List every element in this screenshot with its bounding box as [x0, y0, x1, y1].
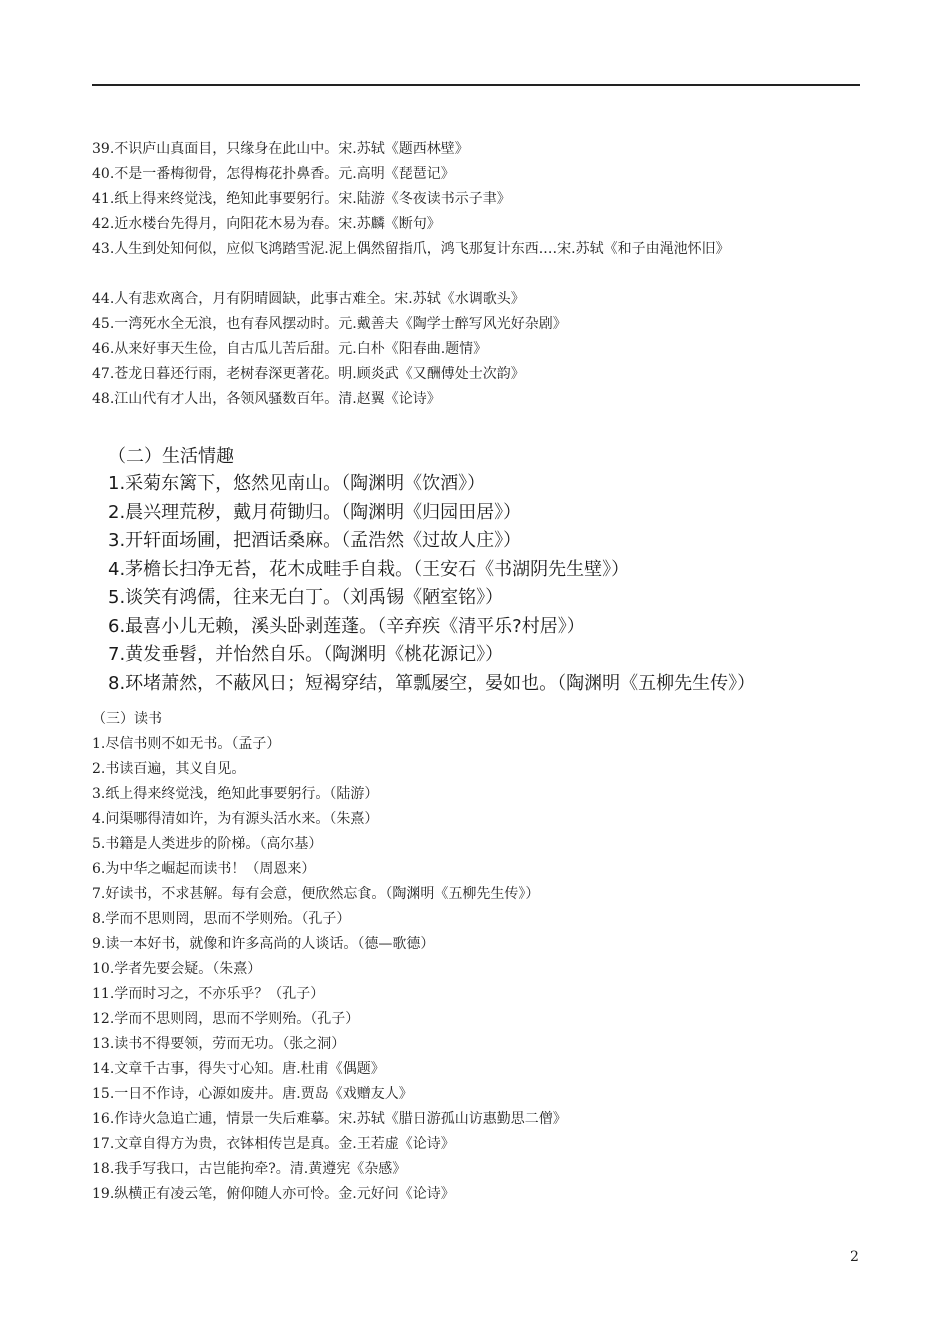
- list-item: 41.纸上得来终觉浅，绝知此事要躬行。宋.陆游《冬夜读书示子聿》: [92, 191, 511, 207]
- list-item: 19.纵横正有凌云笔，俯仰随人亦可怜。金.元好问《论诗》: [92, 1186, 455, 1202]
- list-item: 10.学者先要会疑。（朱熹）: [92, 961, 262, 977]
- list-item: 5.谈笑有鸿儒，往来无白丁。（刘禹锡《陋室铭》）: [108, 587, 504, 608]
- list-item: 46.从来好事天生俭，自古瓜儿苦后甜。元.白朴《阳春曲.题情》: [92, 341, 488, 357]
- list-item: 40.不是一番梅彻骨，怎得梅花扑鼻香。元.高明《琵琶记》: [92, 166, 455, 182]
- list-item: 5.书籍是人类进步的阶梯。（高尔基）: [92, 836, 323, 852]
- quote-list-part1: [92, 137, 730, 262]
- list-item: 39.不识庐山真面目，只缘身在此山中。宋.苏轼《题西林壁》: [92, 141, 469, 157]
- list-item: 2.书读百遍，其义自见。: [92, 761, 246, 777]
- list-item: 3.开轩面场圃，把酒话桑麻。（孟浩然《过故人庄》）: [108, 530, 522, 551]
- list-item: 1.采菊东篱下，悠然见南山。（陶渊明《饮酒》）: [108, 473, 486, 494]
- list-item: 8.学而不思则罔，思而不学则殆。（孔子）: [92, 911, 351, 927]
- list-item: 42.近水楼台先得月，向阳花木易为春。宋.苏麟《断句》: [92, 216, 441, 232]
- list-item: 6.最喜小儿无赖，溪头卧剥莲蓬。（辛弃疾《清平乐?村居》）: [108, 615, 585, 637]
- list-item: 44.人有悲欢离合，月有阴晴圆缺，此事古难全。宋.苏轼《水调歌头》: [92, 291, 525, 307]
- list-item: 6.为中华之崛起而读书！（周恩来）: [92, 861, 316, 877]
- list-item: 7.黄发垂髫，并怡然自乐。（陶渊明《桃花源记》）: [108, 644, 504, 665]
- list-item: 15.一日不作诗，心源如废井。唐.贾岛《戏赠友人》: [92, 1086, 413, 1102]
- list-item: 16.作诗火急追亡逋，情景一失后难摹。宋.苏轼《腊日游孤山访惠勤思二僧》: [92, 1111, 567, 1127]
- list-item: 4.茅檐长扫净无苔，花木成畦手自栽。（王安石《书湖阴先生壁》）: [108, 558, 630, 580]
- section-heading: （二）生活情趣: [108, 446, 234, 467]
- list-item: 13.读书不得要领，劳而无功。（张之洞）: [92, 1036, 346, 1052]
- list-item: 45.一湾死水全无浪，也有春风摆动时。元.戴善夫《陶学士醉写风光好杂剧》: [92, 316, 567, 332]
- reading-section: [92, 707, 567, 1207]
- list-item: 4.问渠哪得清如许，为有源头活水来。（朱熹）: [92, 811, 379, 827]
- header-rule: [92, 84, 860, 86]
- list-item: 47.苍龙日暮还行雨，老树春深更著花。明.顾炎武《又酬傅处士次韵》: [92, 366, 525, 382]
- list-item: 14.文章千古事，得失寸心知。唐.杜甫《偶题》: [92, 1061, 385, 1077]
- list-item: 2.晨兴理荒秽，戴月荷锄归。（陶渊明《归园田居》）: [108, 501, 522, 523]
- list-item: 8.环堵萧然，不蔽风日；短褐穿结，箪瓢屡空，晏如也。（陶渊明《五柳先生传》）: [108, 672, 756, 694]
- section-heading: （三）读书: [92, 711, 162, 727]
- quote-list-part2: [92, 287, 567, 412]
- life-interest-image-block: [96, 443, 836, 693]
- list-item: 9.读一本好书，就像和许多高尚的人谈话。（德—歌德）: [92, 936, 435, 952]
- list-item: 7.好读书，不求甚解。每有会意，便欣然忘食。（陶渊明《五柳先生传》）: [92, 886, 540, 902]
- list-item: 17.文章自得方为贵，衣钵相传岂是真。金.王若虚《论诗》: [92, 1136, 455, 1152]
- page-number: 2: [850, 1249, 859, 1265]
- list-item: 48.江山代有才人出，各领风骚数百年。清.赵翼《论诗》: [92, 391, 441, 407]
- list-item: 12.学而不思则罔，思而不学则殆。（孔子）: [92, 1011, 360, 1027]
- list-item: 11.学而时习之，不亦乐乎？（孔子）: [92, 986, 325, 1002]
- list-item: 3.纸上得来终觉浅，绝知此事要躬行。（陆游）: [92, 786, 379, 802]
- list-item: 43.人生到处知何似，应似飞鸿踏雪泥.泥上偶然留指爪，鸿飞那复计东西.…宋.苏轼《和子由渑池怀旧》: [92, 241, 730, 257]
- list-item: 18.我手写我口，古岂能拘牵?。清.黄遵宪《杂感》: [92, 1161, 407, 1177]
- list-item: 1.尽信书则不如无书。（孟子）: [92, 736, 281, 752]
